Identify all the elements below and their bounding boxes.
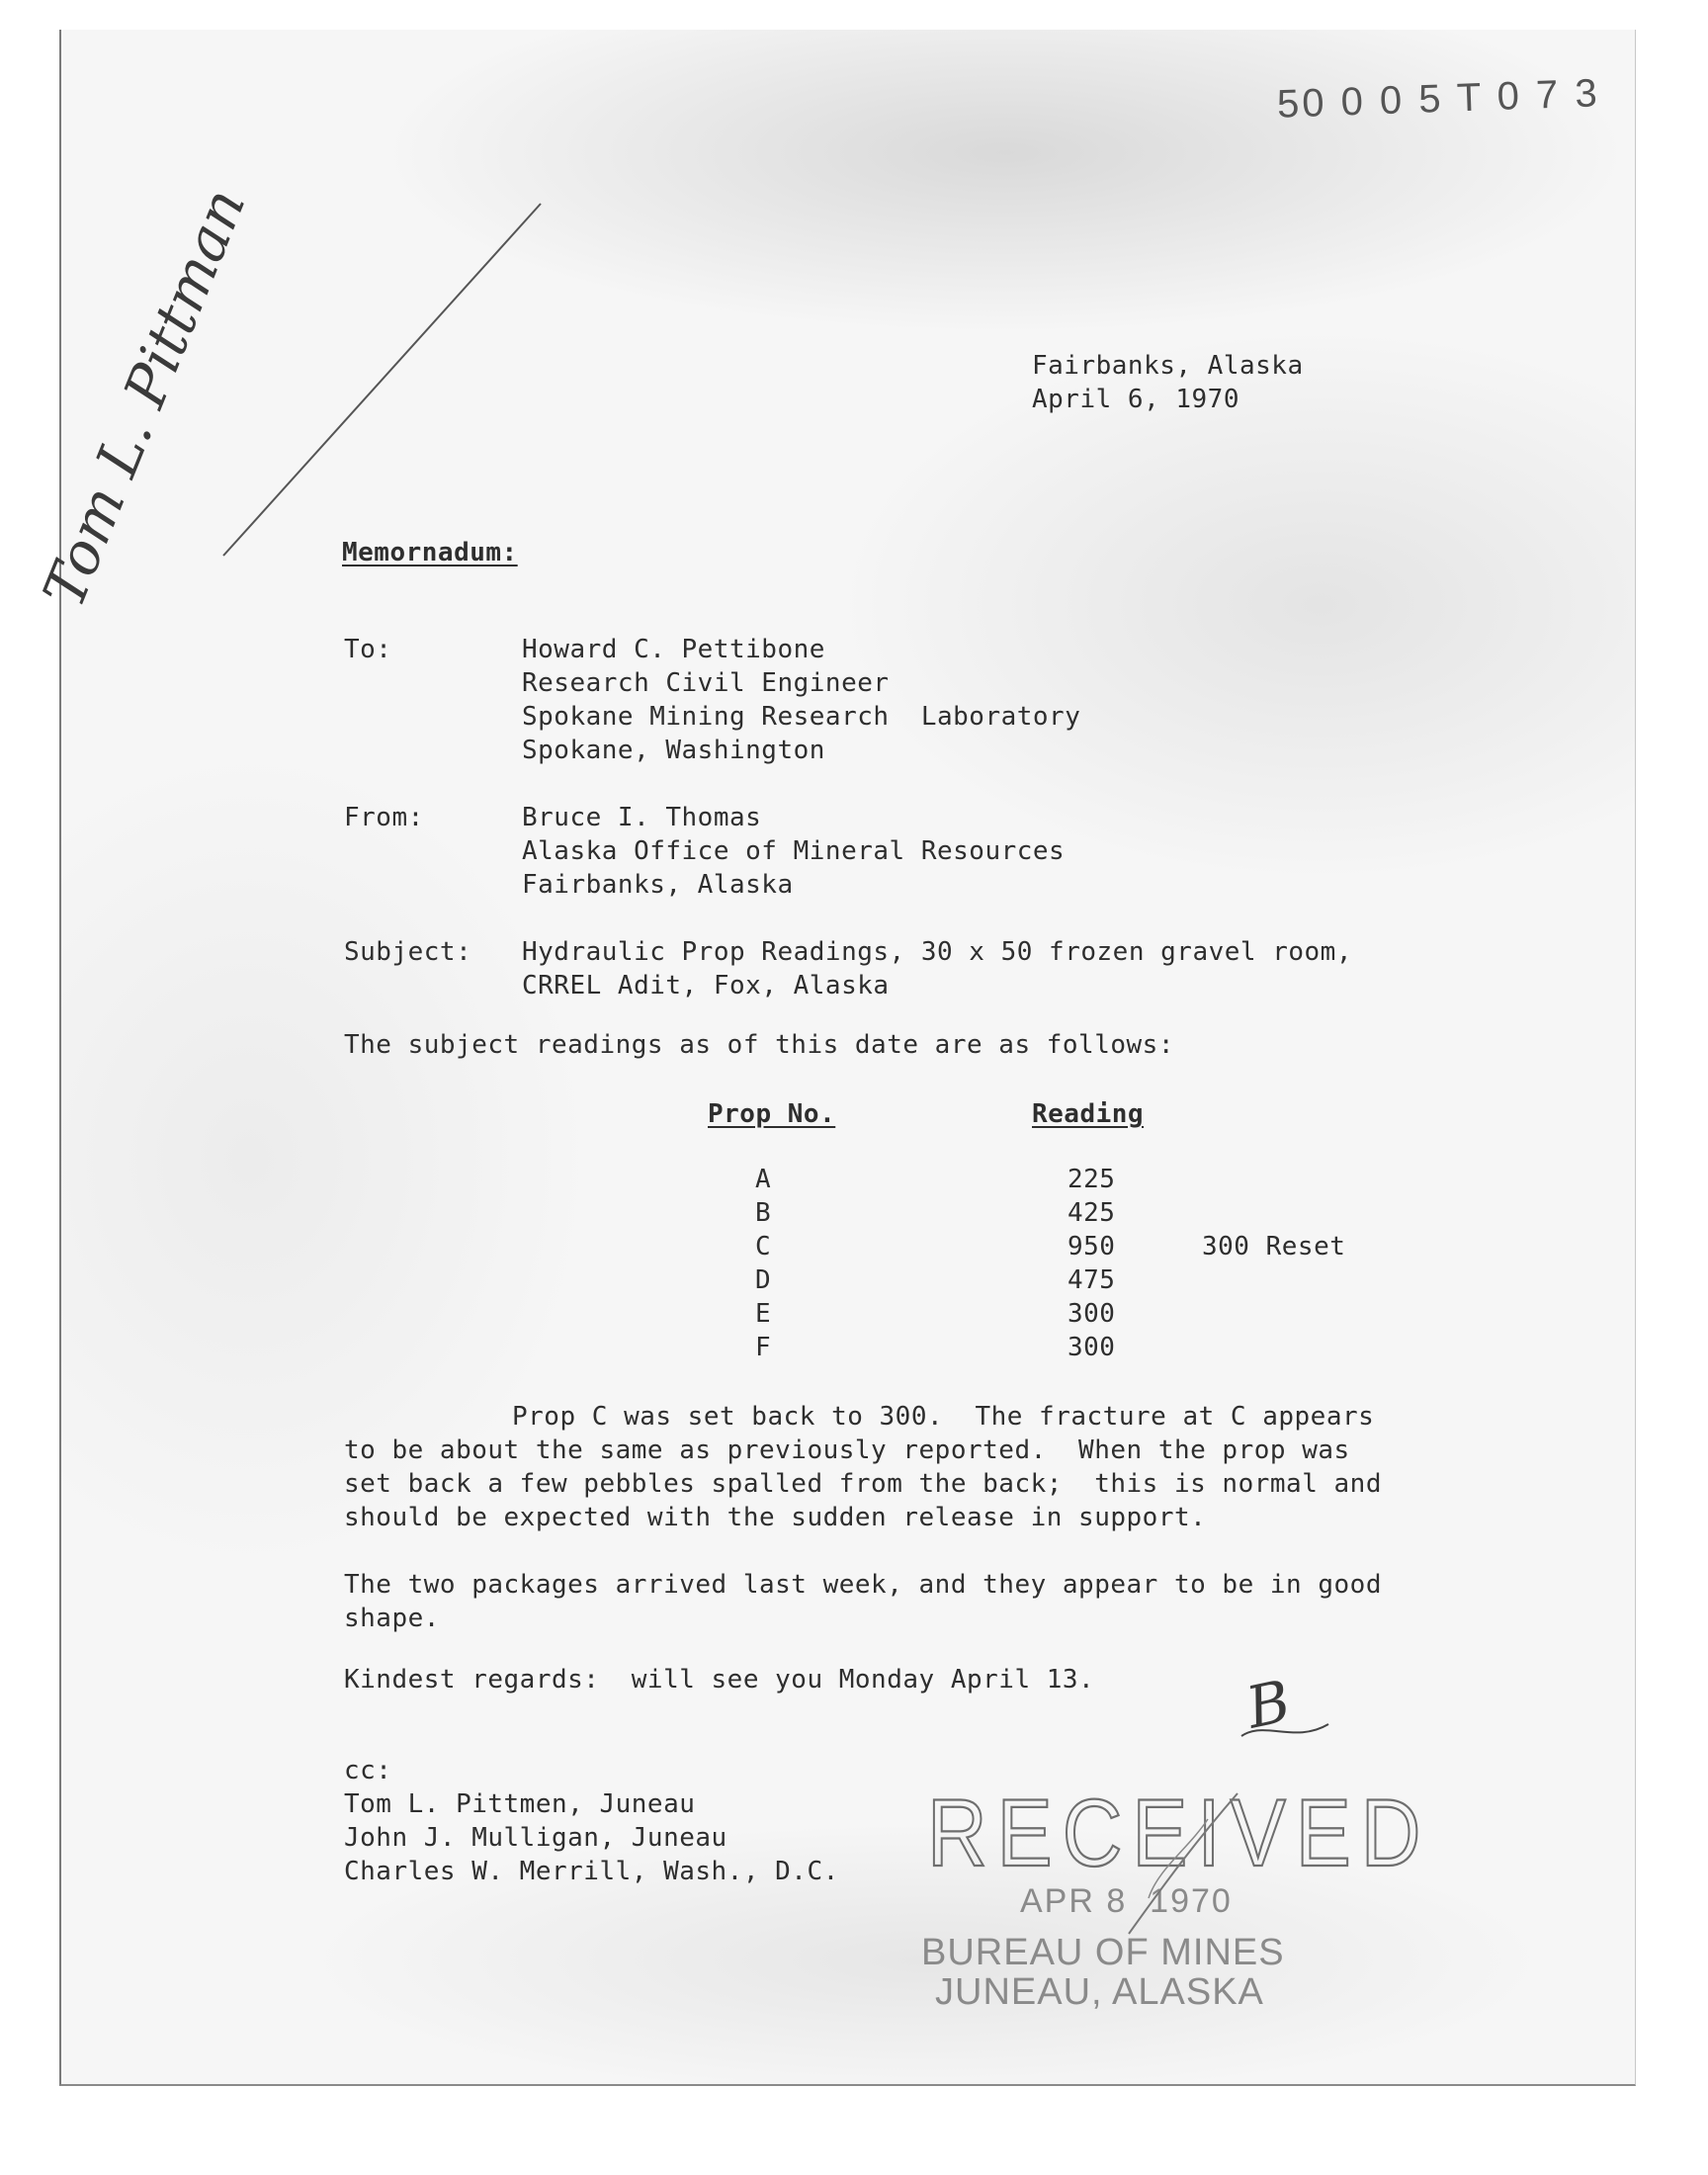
place-line: Fairbanks, Alaska bbox=[1032, 351, 1304, 381]
prop-cell: E bbox=[755, 1299, 772, 1329]
to-label: To: bbox=[344, 635, 392, 664]
to-line-3: Spokane Mining Research Laboratory bbox=[522, 702, 1081, 732]
from-line-3: Fairbanks, Alaska bbox=[522, 870, 794, 900]
reading-cell: 950 bbox=[1068, 1232, 1116, 1262]
reading-cell: 225 bbox=[1068, 1165, 1116, 1194]
paragraph-1-line-2: to be about the same as previously reported. When the prop was bbox=[344, 1436, 1350, 1465]
reading-cell: 300 bbox=[1068, 1299, 1116, 1329]
handwritten-stroke bbox=[210, 198, 546, 564]
document-number: 50 0 0 5 T 0 7 3 bbox=[1276, 71, 1601, 127]
from-line-1: Bruce I. Thomas bbox=[522, 803, 762, 832]
paragraph-1-line-1: Prop C was set back to 300. The fracture at C appears bbox=[512, 1402, 1375, 1432]
handwritten-initials: B bbox=[1240, 1667, 1297, 1742]
cc-label: cc: bbox=[344, 1756, 392, 1785]
prop-cell: C bbox=[755, 1232, 772, 1262]
handwritten-name: Tom L. Pittman bbox=[30, 179, 259, 617]
document-page bbox=[30, 30, 1636, 2086]
to-line-1: Howard C. Pettibone bbox=[522, 635, 825, 664]
paragraph-1-line-4: should be expected with the sudden release in support. bbox=[344, 1503, 1207, 1532]
paragraph-2-line-2: shape. bbox=[344, 1604, 440, 1633]
from-line-2: Alaska Office of Mineral Resources bbox=[522, 836, 1066, 866]
to-line-4: Spokane, Washington bbox=[522, 736, 825, 765]
cc-line-2: John J. Mulligan, Juneau bbox=[344, 1823, 727, 1853]
stamp-signature-scribble bbox=[1089, 1789, 1247, 1938]
from-label: From: bbox=[344, 803, 424, 832]
stamp-date: APR 8 1970 bbox=[1020, 1882, 1233, 1920]
reading-cell: 425 bbox=[1068, 1198, 1116, 1228]
reading-cell: 300 bbox=[1068, 1333, 1116, 1362]
prop-cell: B bbox=[755, 1198, 772, 1228]
initials-flourish bbox=[1236, 1700, 1334, 1750]
subject-line-2: CRREL Adit, Fox, Alaska bbox=[522, 971, 890, 1000]
table-header-prop: Prop No. bbox=[708, 1099, 836, 1129]
prop-cell: D bbox=[755, 1265, 772, 1295]
to-line-2: Research Civil Engineer bbox=[522, 668, 890, 698]
paragraph-1-line-3: set back a few pebbles spalled from the back; this is normal and bbox=[344, 1469, 1382, 1499]
prop-cell: F bbox=[755, 1333, 772, 1362]
date-line: April 6, 1970 bbox=[1032, 385, 1239, 414]
intro-line: The subject readings as of this date are as follows: bbox=[344, 1030, 1174, 1060]
stamp-location: JUNEAU, ALASKA bbox=[935, 1971, 1264, 2013]
stamp-org: BUREAU OF MINES bbox=[921, 1932, 1285, 1973]
memo-heading: Memornadum: bbox=[342, 538, 518, 567]
stamp-received-text: RECEIVED bbox=[927, 1779, 1431, 1886]
table-header-reading: Reading bbox=[1032, 1099, 1145, 1129]
cc-line-3: Charles W. Merrill, Wash., D.C. bbox=[344, 1857, 839, 1886]
reading-cell: 475 bbox=[1068, 1265, 1116, 1295]
prop-cell: A bbox=[755, 1165, 772, 1194]
paragraph-2-line-1: The two packages arrived last week, and they appear to be in good bbox=[344, 1570, 1382, 1600]
subject-line-1: Hydraulic Prop Readings, 30 x 50 frozen gravel room, bbox=[522, 937, 1352, 967]
closing-line: Kindest regards: will see you Monday April 13. bbox=[344, 1665, 1095, 1695]
cc-line-1: Tom L. Pittmen, Juneau bbox=[344, 1789, 696, 1819]
reading-note: 300 Reset bbox=[1202, 1232, 1346, 1262]
subject-label: Subject: bbox=[344, 937, 472, 967]
